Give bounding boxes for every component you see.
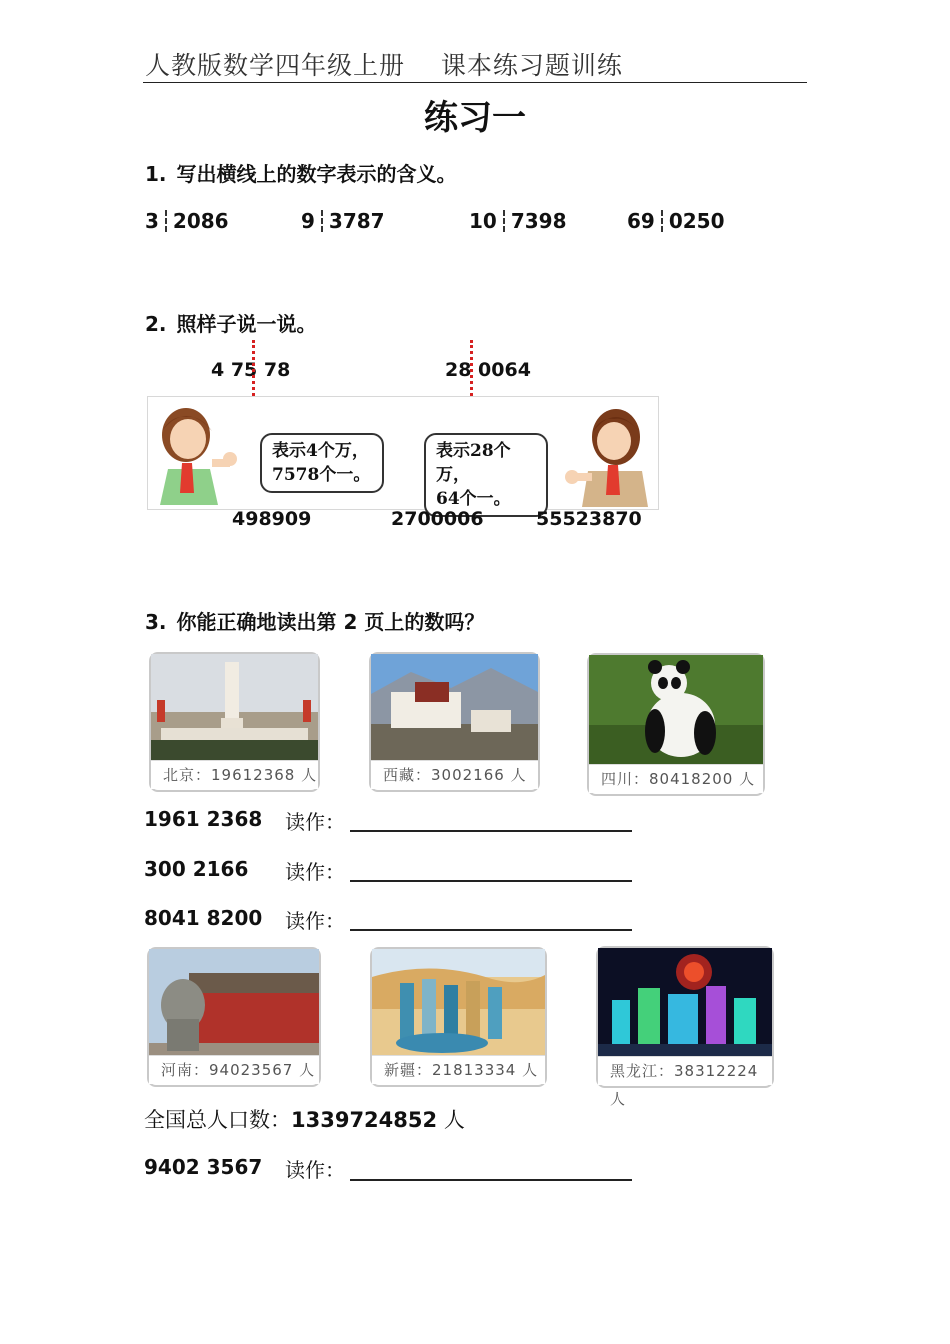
photo-caption: 北京：19612368 人 [151, 760, 318, 789]
photo-caption: 黑龙江：38312224 人 [598, 1056, 772, 1085]
speech-bubble-2 [424, 433, 548, 517]
reading-number: 1961 2368 [144, 807, 263, 831]
monument-photo [149, 652, 320, 792]
header-book-title: 人教版数学四年级上册 [145, 51, 406, 80]
q1-item-left: 69 [627, 209, 655, 233]
reading-number: 300 2166 [144, 857, 249, 881]
example-illustration [147, 396, 659, 510]
reading-label: 读作： [285, 810, 345, 834]
bubble-line: 64个一。 [436, 489, 511, 509]
potala-palace-image [371, 654, 538, 760]
total-label: 全国总人口数： [144, 1108, 291, 1132]
q1-item-left: 10 [469, 209, 497, 233]
example-number-1: 4 75 78 [211, 359, 291, 381]
answer-blank[interactable] [350, 830, 632, 832]
q1-item-right: 3787 [328, 209, 385, 233]
question-text-before: 你能正确地读出第 [176, 610, 337, 634]
answer-blank[interactable] [350, 880, 632, 882]
photo-caption: 西藏：3002166 人 [371, 760, 538, 789]
q1-item-left: 9 [301, 209, 315, 233]
speech-bubble-1 [260, 433, 384, 493]
photo-caption: 四川：80418200 人 [589, 764, 763, 793]
q2-number: 55523870 [536, 508, 642, 530]
answer-blank[interactable] [350, 929, 632, 931]
potala-palace-photo [369, 652, 540, 792]
dashed-separator [165, 210, 167, 232]
q1-item-right: 7398 [510, 209, 567, 233]
question-text-after: 页上的数吗？ [364, 610, 485, 634]
page-title: 练习一 [424, 98, 526, 138]
red-split-line [470, 340, 473, 396]
q1-item [145, 209, 229, 233]
photo-caption: 河南：94023567 人 [149, 1055, 319, 1084]
reading-label: 读作： [285, 860, 345, 884]
bubble-line: 7578个一。 [272, 465, 371, 485]
question-2-title [145, 308, 317, 337]
q1-item [469, 209, 567, 233]
dancers-desert-image [372, 949, 545, 1055]
q1-item-left: 3 [145, 209, 159, 233]
q1-item-right: 2086 [172, 209, 229, 233]
monument-image [151, 654, 318, 760]
reading-number: 8041 8200 [144, 906, 263, 930]
header [145, 46, 623, 82]
ice-festival-image [598, 948, 772, 1056]
question-3-title [145, 606, 484, 635]
header-subtitle: 课本练习题训练 [440, 51, 623, 80]
question-1-title [145, 158, 457, 187]
page-reference: 2 [343, 610, 358, 634]
bubble-line: 表示28个万， [436, 441, 511, 485]
total-value: 1339724852 [291, 1108, 438, 1132]
example-number-2: 28 0064 [445, 359, 531, 381]
reading-label: 读作： [285, 1158, 345, 1182]
total-unit: 人 [443, 1108, 465, 1132]
panda-photo [587, 653, 765, 796]
reading-label: 读作： [285, 909, 345, 933]
dancers-desert-photo [370, 947, 547, 1087]
question-number: 3. [145, 610, 167, 634]
question-text: 写出横线上的数字表示的含义。 [176, 162, 457, 186]
q1-item [301, 209, 385, 233]
stone-lion-temple-photo [147, 947, 321, 1087]
question-number: 1. [145, 162, 167, 186]
q1-item-right: 0250 [668, 209, 725, 233]
red-split-line [252, 340, 255, 396]
dashed-separator [503, 210, 505, 232]
stone-lion-temple-image [149, 949, 319, 1055]
photo-caption: 新疆：21813334 人 [372, 1055, 545, 1084]
q1-item [627, 209, 725, 233]
dashed-separator [321, 210, 323, 232]
total-population [144, 1104, 465, 1134]
question-number: 2. [145, 312, 167, 336]
q2-number: 498909 [232, 508, 312, 530]
question-text: 照样子说一说。 [176, 312, 317, 336]
dashed-separator [661, 210, 663, 232]
answer-blank[interactable] [350, 1179, 632, 1181]
reading-number: 9402 3567 [144, 1155, 263, 1179]
q2-number: 2700006 [391, 508, 484, 530]
panda-image [589, 655, 763, 764]
bubble-line: 表示4个万， [272, 441, 369, 461]
ice-festival-photo [596, 946, 774, 1108]
girl-left-illustration [148, 397, 658, 509]
header-divider [143, 82, 807, 83]
